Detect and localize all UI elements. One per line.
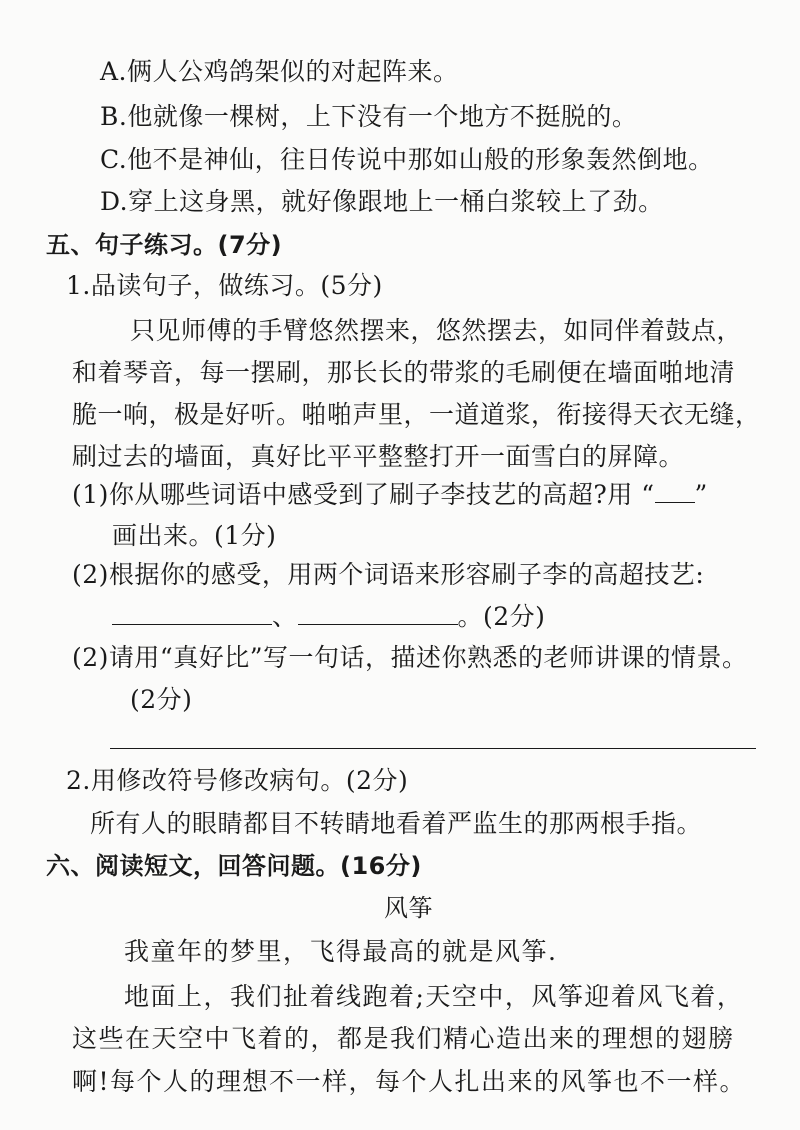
article-paragraph-2: 地面上，我们扯着线跑着;天空中，风筝迎着风飞着， (124, 982, 744, 1011)
sub-question-1 (72, 478, 708, 511)
sub-question-3: (2)请用“真好比”写一句话，描述你熟悉的老师讲课的情景。 (72, 643, 748, 672)
answer-writing-line[interactable] (110, 748, 756, 749)
passage-line-4: 刷过去的墙面，真好比平平整整打开一面雪白的屏障。 (72, 442, 685, 471)
blank-separator: 、 (272, 602, 298, 631)
choice-d: D.穿上这身黑，就好像跟地上一桶白浆较上了劲。 (100, 187, 664, 216)
sub-question-2-score: 。(2分) (457, 602, 546, 631)
sub-question-1-text: (1)你从哪些词语中感受到了刷子李技艺的高超?用 “ (72, 480, 655, 509)
article-paragraph-2-line-3: 啊!每个人的理想不一样，每个人扎出来的风筝也不一样。 (72, 1067, 747, 1096)
sub-question-2-blanks (112, 600, 545, 633)
passage-line-1: 只见师傅的手臂悠然摆来，悠然摆去，如同伴着鼓点， (130, 316, 743, 345)
article-title: 风筝 (384, 894, 433, 922)
question-1-title: 1.品读句子，做练习。(5分) (66, 271, 383, 300)
answer-blank-2[interactable] (298, 600, 458, 625)
choice-a: A.俩人公鸡鸽架似的对起阵来。 (100, 57, 459, 86)
question-2-sentence: 所有人的眼睛都目不转睛地看着严监生的那两根手指。 (90, 809, 703, 838)
passage-line-3: 脆一响，极是好听。啪啪声里，一道道浆，衔接得天衣无缝， (72, 400, 761, 429)
article-paragraph-1: 我童年的梦里，飞得最高的就是风筝. (124, 937, 558, 966)
sub-question-3-score: (2分) (130, 685, 193, 714)
section-5-heading: 五、句子练习。(7分) (46, 231, 283, 259)
choice-c: C.他不是神仙，往日传说中那如山般的形象轰然倒地。 (100, 145, 714, 174)
sub-question-2: (2)根据你的感受，用两个词语来形容刷子李的高超技艺: (72, 560, 705, 589)
article-paragraph-2-line-2: 这些在天空中飞着的，都是我们精心造出来的理想的翅膀 (72, 1024, 735, 1053)
question-2-title: 2.用修改符号修改病句。(2分) (66, 766, 409, 795)
choice-b: B.他就像一棵树，上下没有一个地方不挺脱的。 (100, 102, 638, 131)
underline-symbol-blank (655, 478, 695, 503)
answer-blank-1[interactable] (112, 600, 272, 625)
section-6-heading: 六、阅读短文，回答问题。(16分) (46, 852, 422, 880)
passage-line-2: 和着琴音，每一摆刷，那长长的带浆的毛刷便在墙面啪地清 (72, 358, 736, 387)
closing-quote: ” (694, 480, 708, 509)
sub-question-1-cont: 画出来。(1分) (112, 521, 277, 550)
